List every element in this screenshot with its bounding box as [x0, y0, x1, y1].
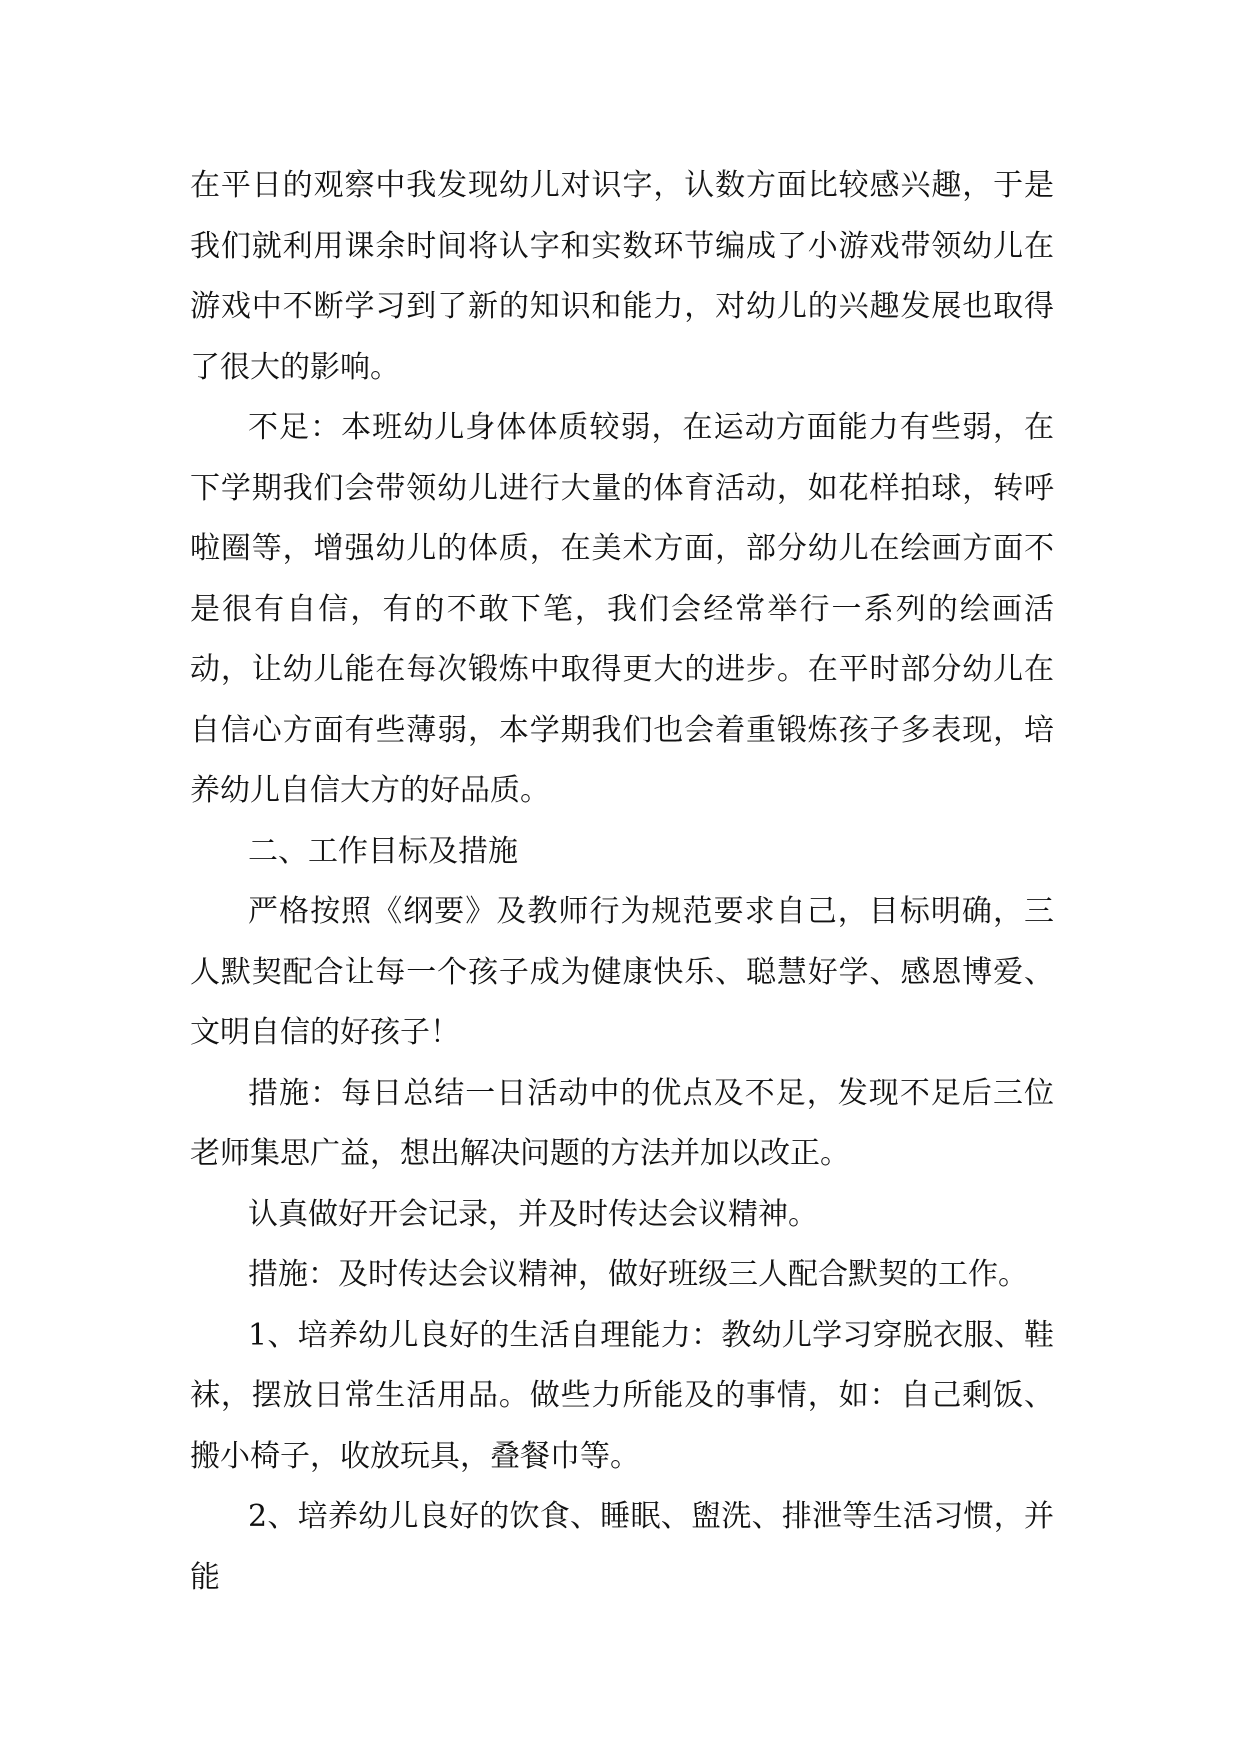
paragraph-continuation: 在平日的观察中我发现幼儿对识字，认数方面比较感兴趣，于是我们就利用课余时间将认字和实数环节编成了小游戏带领幼儿在游戏中不断学习到了新的知识和能力，对幼儿的兴趣发展也取得了很大的影响。 [190, 168, 1054, 385]
list-item-habits: 2、培养幼儿良好的饮食、睡眠、盥洗、排泄等生活习惯，并能 [190, 1499, 1054, 1595]
paragraph-measures-meeting: 措施：及时传达会议精神，做好班级三人配合默契的工作。 [248, 1257, 1028, 1292]
paragraph-measures-daily: 措施：每日总结一日活动中的优点及不足，发现不足后三位老师集思广益，想出解决问题的方法并加以改正。 [190, 1075, 1054, 1171]
list-item-self-care: 1、培养幼儿良好的生活自理能力：教幼儿学习穿脱衣服、鞋袜，摆放日常生活用品。做些力所能及的事情，如：自己剩饭、搬小椅子，收放玩具，叠餐巾等。 [190, 1317, 1054, 1474]
paragraph-goal-statement: 严格按照《纲要》及教师行为规范要求自己，目标明确，三人默契配合让每一个孩子成为健康快乐、聪慧好学、感恩博爱、文明自信的好孩子！ [190, 894, 1054, 1050]
document-body [190, 156, 1054, 1608]
paragraph-meeting-records: 认真做好开会记录，并及时传达会议精神。 [248, 1196, 818, 1232]
section-heading-work-goals: 二、工作目标及措施 [248, 833, 518, 869]
paragraph-shortcomings: 不足：本班幼儿身体体质较弱，在运动方面能力有些弱，在下学期我们会带领幼儿进行大量的体育活动，如花样拍球，转呼啦圈等，增强幼儿的体质，在美术方面，部分幼儿在绘画方面不是很有自信，有的不敢下笔，我们会经常举行一系列的绘画活动，让幼儿能在每次锻炼中取得更大的进步。在平时部分幼儿在自信心方面有些薄弱，本学期我们也会着重锻炼孩子多表现，培养幼儿自信大方的好品质。 [190, 410, 1054, 808]
